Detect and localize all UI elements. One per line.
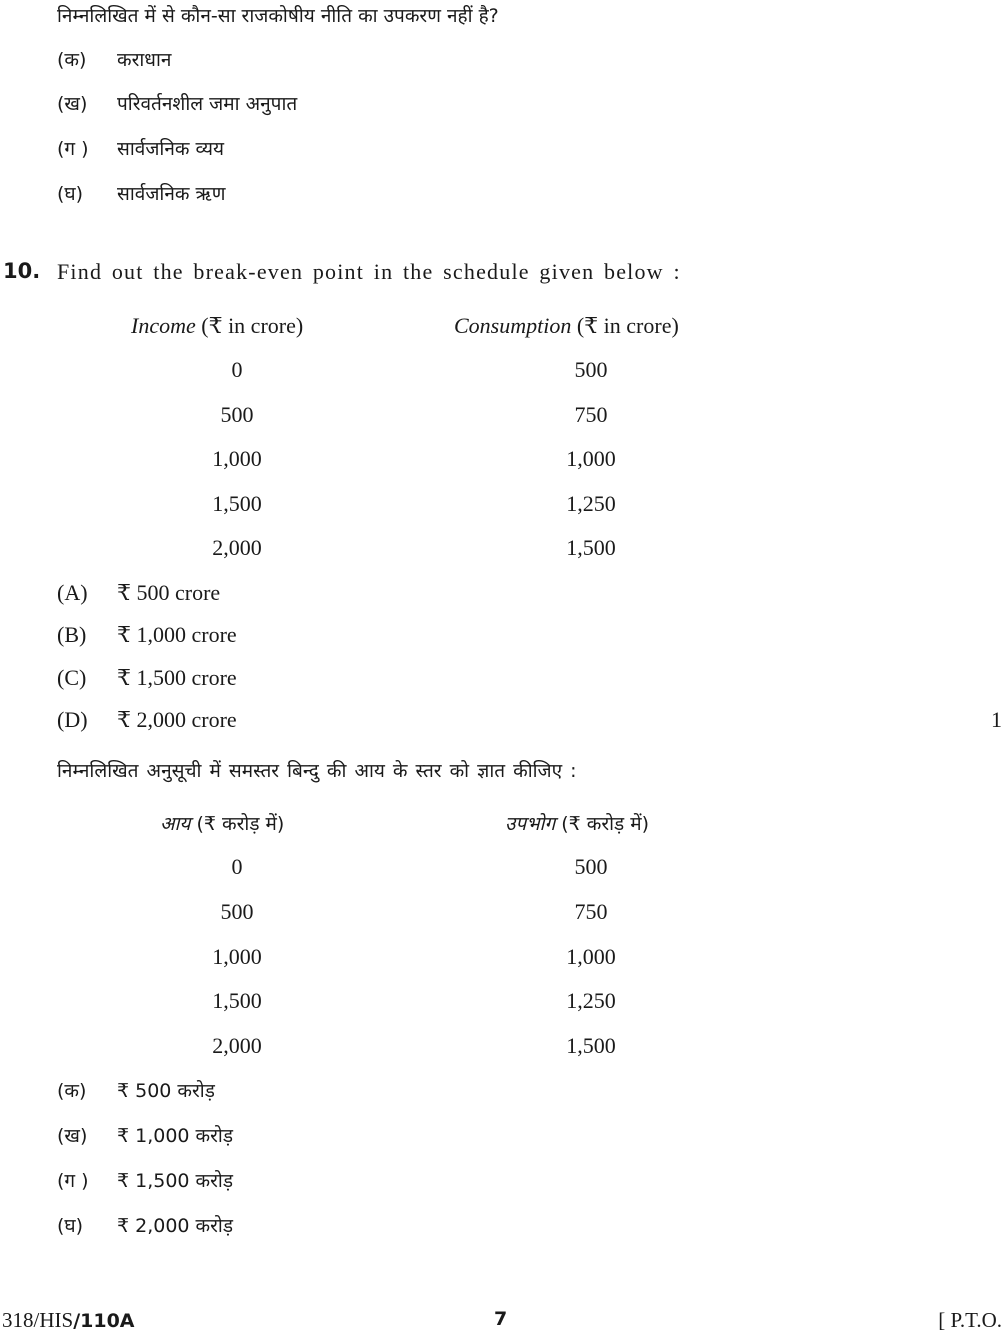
english-option-c [0, 665, 600, 693]
table-row [0, 854, 1005, 882]
option-text: ₹ 1,500 crore [117, 665, 237, 690]
english-option-b [0, 622, 600, 650]
aay-header: आय (₹ करोड़ में) [160, 813, 285, 835]
option-label: (ख) [57, 1125, 88, 1147]
option-text: ₹ 1,500 करोड़ [117, 1170, 234, 1192]
consumption-cell: 1,250 [566, 491, 616, 516]
table-row [0, 899, 1005, 927]
option-text: ₹ 1,000 crore [117, 622, 237, 647]
consumption-cell: 500 [574, 854, 608, 879]
income-cell: 0 [231, 357, 243, 382]
paper-code: 318/HIS/110A [2, 1308, 135, 1332]
table-row [0, 988, 1005, 1016]
option-label: (ग ) [57, 1170, 89, 1192]
option-text: सार्वजनिक व्यय [117, 138, 225, 160]
consumption-cell: 1,000 [566, 944, 616, 969]
hindi-option-4 [0, 1212, 600, 1242]
option-text: परिवर्तनशील जमा अनुपात [117, 93, 298, 115]
consumption-cell: 1,000 [566, 446, 616, 471]
income-cell: 500 [220, 402, 254, 427]
english-option-a [0, 580, 600, 608]
prev-option-1 [0, 46, 600, 76]
consumption-cell: 500 [574, 357, 608, 382]
marks: 1 [991, 707, 1002, 732]
upbhog-header: उपभोग (₹ करोड़ में) [505, 813, 650, 835]
table-row [0, 402, 1005, 430]
option-text: ₹ 2,000 करोड़ [117, 1215, 234, 1237]
income-cell: 2,000 [212, 535, 262, 560]
table-row [0, 944, 1005, 972]
question-number: 10. [3, 259, 41, 283]
option-text: सार्वजनिक ऋण [117, 183, 226, 205]
pto-label: [ P.T.O. [938, 1308, 1002, 1332]
option-text: ₹ 500 crore [117, 580, 221, 605]
option-label: (क) [57, 49, 87, 71]
income-cell: 1,500 [212, 988, 262, 1013]
prev-option-2 [0, 90, 600, 120]
table-row [0, 1033, 1005, 1061]
option-text: कराधान [117, 49, 172, 71]
question-english-text: Find out the break-even point in the schedule given below : [57, 259, 681, 284]
option-label: (A) [57, 580, 88, 605]
consumption-cell: 750 [574, 899, 608, 924]
option-text: ₹ 500 करोड़ [117, 1080, 215, 1102]
consumption-cell: 1,500 [566, 535, 616, 560]
option-label: (घ) [57, 1215, 84, 1237]
table-row [0, 535, 1005, 563]
income-cell: 1,500 [212, 491, 262, 516]
consumption-cell: 1,500 [566, 1033, 616, 1058]
income-cell: 1,000 [212, 446, 262, 471]
consumption-cell: 1,250 [566, 988, 616, 1013]
option-label: (ख) [57, 93, 88, 115]
consumption-cell: 750 [574, 402, 608, 427]
option-label: (ग ) [57, 138, 89, 160]
income-header: Income (₹ in crore) [131, 313, 304, 338]
option-label: (B) [57, 622, 87, 647]
prev-option-4 [0, 180, 600, 210]
question-hindi-text: निम्नलिखित अनुसूची में समस्तर बिन्दु की आय के स्तर को ज्ञात कीजिए : [57, 760, 577, 782]
hindi-option-2 [0, 1122, 600, 1152]
hindi-option-3 [0, 1167, 600, 1197]
option-text: ₹ 1,000 करोड़ [117, 1125, 234, 1147]
income-cell: 500 [220, 899, 254, 924]
hindi-option-1 [0, 1077, 600, 1107]
english-option-d [0, 707, 600, 735]
option-label: (घ) [57, 183, 84, 205]
english-table-header [0, 313, 1005, 341]
table-row [0, 357, 1005, 385]
hindi-table-header [0, 810, 1005, 838]
prev-option-3 [0, 135, 600, 165]
consumption-header: Consumption (₹ in crore) [454, 313, 679, 338]
option-label: (D) [57, 707, 88, 732]
option-label: (क) [57, 1080, 87, 1102]
option-text: ₹ 2,000 crore [117, 707, 237, 732]
table-row [0, 491, 1005, 519]
income-cell: 1,000 [212, 944, 262, 969]
prev-question-hindi-text: निम्नलिखित में से कौन-सा राजकोषीय नीति का उपकरण नहीं है? [57, 5, 499, 27]
income-cell: 0 [231, 854, 243, 879]
page-number: 7 [494, 1308, 508, 1330]
table-row [0, 446, 1005, 474]
option-label: (C) [57, 665, 87, 690]
income-cell: 2,000 [212, 1033, 262, 1058]
